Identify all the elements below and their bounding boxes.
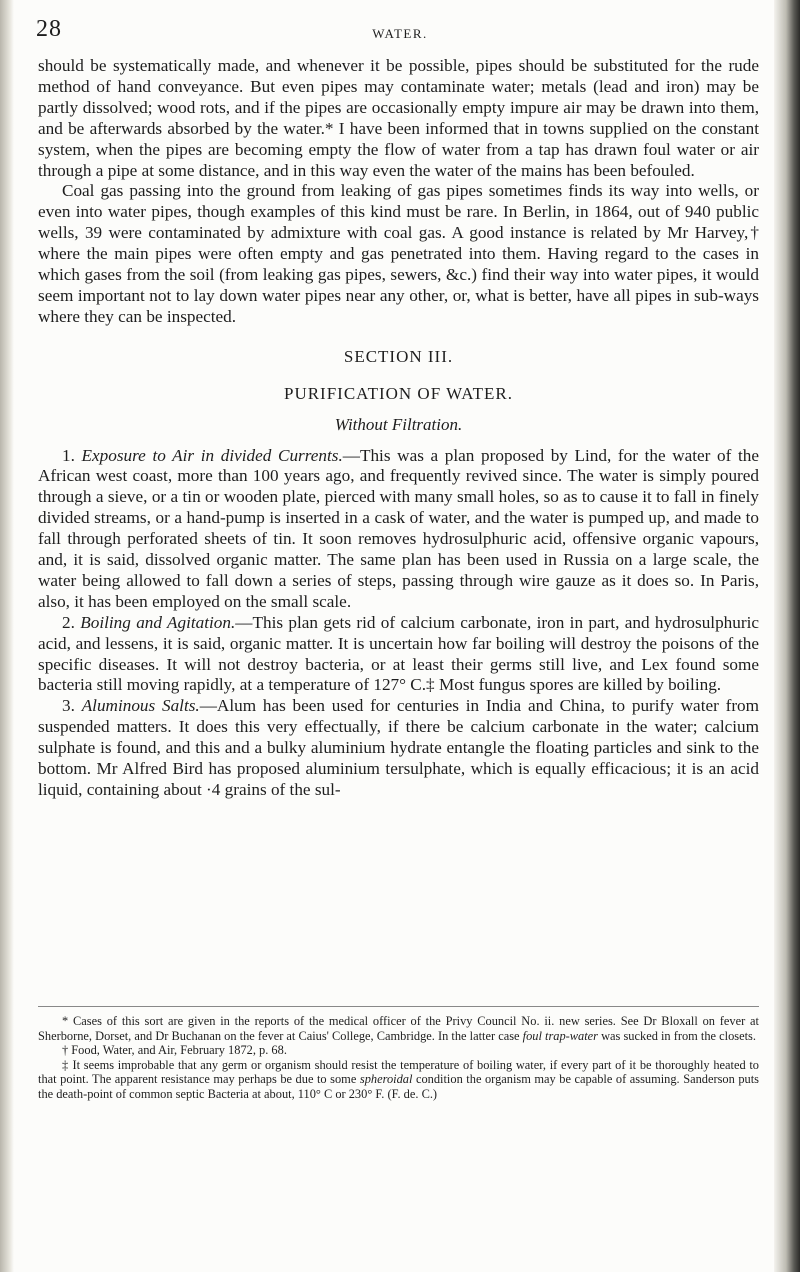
footnotes <box>38 1014 759 1102</box>
footnote-star <box>38 1014 759 1043</box>
item-aluminous-salts <box>38 696 759 801</box>
footnote-emphasis: spheroidal <box>359 1072 413 1087</box>
section-title: PURIFICATION OF WATER. <box>283 383 513 403</box>
body-text <box>38 56 759 801</box>
item-text: —This was a plan proposed by Lind, for the water of the African west coast, more than 100 years ago, and frequently revived since. The water is simply poured through a sieve, or a tin or wooden plate, pierced with many small holes, so as to cause it to fall in finely divided streams, or a hand-pump is inserted in a cask of water, and the water is pumped up, and made to fall through perforated sheets of tin. It soon removes hydrosulphuric acid, offensive organic vapours, and, it is said, dissolved organic matter. The same plan has been used in Russia on a large scale, the water being allowed to fall down a series of steps, passing through wire gauze as it does so. In Paris, also, it has been employed on the small scale. <box>38 445 759 611</box>
section-number: SECTION III. <box>343 346 454 366</box>
binding-shadow-left <box>0 0 14 1272</box>
item-heading: Boiling and Agitation. <box>80 612 236 632</box>
item-exposure-to-air <box>38 446 759 613</box>
footnote-emphasis: foul trap-water <box>522 1028 599 1043</box>
item-boiling <box>38 613 759 697</box>
footnote-text: ‡ It seems improbable that any germ or organism should resist the temperature of boiling water, if every part of it be thoroughly heated to that point. The apparent resistance may perhaps be due to some <box>38 1057 759 1087</box>
item-heading: Exposure to Air in divided Currents. <box>81 445 343 465</box>
section-subtitle: Without Filtration. <box>334 414 463 434</box>
continuation-paragraph: should be systematically made, and whenever it be possible, pipes should be substituted for the rude method of hand conveyance. But even pipes may contaminate water; metals (lead and iron) may be partly dissolved; wood rots, and if the pipes are occasionally empty impure air may be drawn into them, and be afterwards absorbed by the water.* I have been informed that in towns supplied on the constant system, when the pipes are becoming empty the flow of water from a tap has drawn foul water or air through a pipe at some distance, and in this way even the water of the mains has been befouled. <box>38 56 759 180</box>
item-text: —This plan gets rid of calcium carbonate, iron in part, and hydrosulphuric acid, and lessens, it is said, organic matter. It is uncertain how far boiling will destroy the poisons of the specific diseases. It will not destroy bacteria, or at least their germs still live, and Lex found some bacteria still moving rapidly, at a temperature of 127° C.‡ Most fungus spores are killed by boiling. <box>38 612 759 695</box>
footnote-text: * Cases of this sort are given in the reports of the medical officer of the Privy Council No. ii. new series. See Dr Bloxall on fever at Sherborne, Dorset, and Dr Buchanan on the fever at Caius' College, Cambridge. In the latter case <box>38 1014 759 1043</box>
coal-gas-paragraph: Coal gas passing into the ground from leaking of gas pipes sometimes finds its way into wells, or even into water pipes, though examples of this kind must be rare. In Berlin, in 1864, out of 940 public wells, 39 were contaminated by admixture with coal gas. A good instance is related by Mr Harvey,† where the main pipes were often empty and gas penetrated into them. Having regard to the cases in which gases from the soil (from leaking gas pipes, sewers, &c.) find their way into water pipes, it would seem important not to lay down water pipes near any other, or, what is better, have all pipes in sub-ways where they can be inspected. <box>38 181 759 326</box>
footnote-text: † Food, Water, and Air, February 1872, p. 68. <box>62 1043 287 1058</box>
item-number: 2. <box>62 612 81 632</box>
binding-edge-right <box>774 0 800 1272</box>
footnote-text-end: condition the organism may be capable of assuming. Sanderson puts the death-point of common septic Bacteria at about, 110° C or 230° F. (F. de. C.) <box>38 1072 760 1101</box>
footnote-dagger <box>38 1043 759 1058</box>
page-number: 28 <box>36 16 62 42</box>
running-head: WATER. <box>372 26 428 41</box>
item-heading: Aluminous Salts. <box>81 696 200 716</box>
item-text: —Alum has been used for centuries in India and China, to purify water from suspended matters. It does this very effectually, if there be calcium carbonate in the water; calcium sulphate is found, and this and a bulky aluminium hydrate entangle the floating particles and sink to the bottom. Mr Alfred Bird has proposed aluminium tersulphate, which is equally efficacious; it is an acid liquid, containing about ·4 grains of the sul- <box>38 696 760 799</box>
item-number: 1. <box>62 445 82 465</box>
footnote-divider <box>38 1006 759 1007</box>
footnote-text-end: was sucked in from the closets. <box>598 1028 756 1043</box>
footnote-double-dagger <box>38 1058 759 1102</box>
item-number: 3. <box>62 696 82 716</box>
